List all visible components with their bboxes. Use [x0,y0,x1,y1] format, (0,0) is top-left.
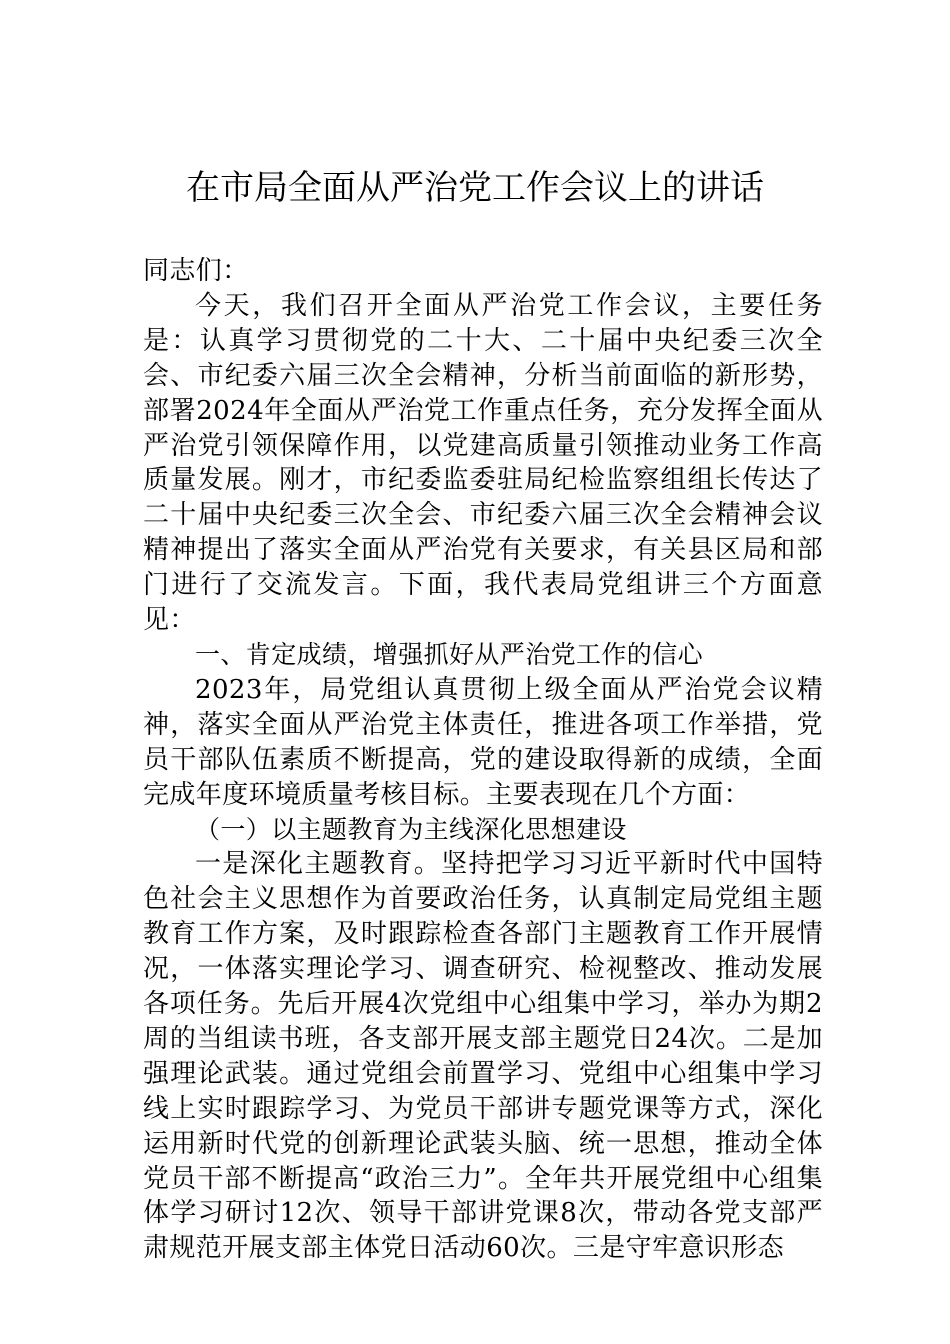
section-heading: 一、肯定成绩，增强抓好从严治党工作的信心 [195,639,704,669]
salutation: 同志们： [143,256,249,286]
paragraph-intro: 今天，我们召开全面从严治党工作会议，主要任务是：认真学习贯彻党的二十大、二十届中央纪委三次全会、市纪委六届三次全会精神，分析当前面临的新形势，部署2024年全面从严治党工作重点任务，充分发挥全面从严治党引领保障作用，以党建高质量引领推动业务工作高质量发展。刚才，市纪委监委驻局纪检监察组组长传达了二十届中央纪委三次全会、市纪委六届三次全会精神会议精神提出了落实全面从严治党有关要求，有关县区局和部门进行了交流发言。下面，我代表局党组讲三个方面意见： [143,290,823,636]
document-body [143,254,823,1266]
document-title: 在市局全面从严治党工作会议上的讲话 [186,168,764,208]
paragraph-theme-education: 一是深化主题教育。坚持把学习习近平新时代中国特色社会主义思想作为首要政治任务，认真制定局党组主题教育工作方案，及时跟踪检查各部门主题教育工作开展情况，一体落实理论学习、调查研究、检视整改、推动发展各项任务。先后开展4次党组中心组集中学习，举办为期2周的当组读书班，各支部开展支部主题党日24次。二是加强理论武装。通过党组会前置学习、党组中心组集中学习线上实时跟踪学习、为党员干部讲专题党课等方式，深化运用新时代党的创新理论武装头脑、统一思想，推动全体党员干部不断提高“政治三力”。全年共开展党组中心组集体学习研讨12次、领导干部讲党课8次，带动各党支部严肃规范开展支部主体党日活动60次。三是守牢意识形态 [143,849,823,1264]
paragraph-achievements: 2023年，局党组认真贯彻上级全面从严治党会议精神，落实全面从严治党主体责任，推进各项工作举措，党员干部队伍素质不断提高，党的建设取得新的成绩，全面完成年度环境质量考核目标。主要表现在几个方面： [143,674,823,810]
subsection-heading: （一）以主题教育为主线深化思想建设 [195,814,627,844]
